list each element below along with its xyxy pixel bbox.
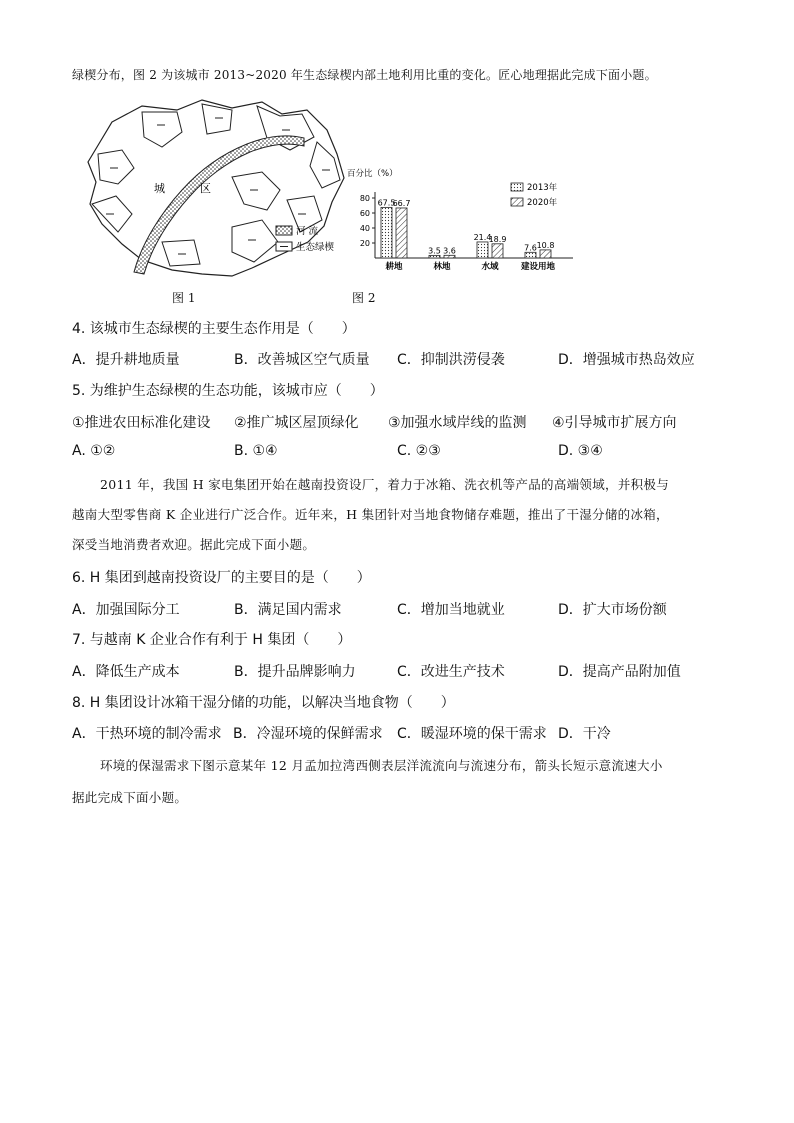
tail-line-2: 据此完成下面小题。 <box>72 790 188 805</box>
passage-line-1: 2011 年，我国 H 家电集团开始在越南投资设厂，着力于冰箱、洗衣机等产品的高端领域，并积极与 <box>100 477 670 492</box>
category-label: 林地 <box>433 262 451 272</box>
data-label: 7.6 <box>524 243 537 253</box>
passage-line-2: 越南大型零售商 K 企业进行广泛合作。近年来，H 集团针对当地食物储存难题，推出了干湿分储的冰箱， <box>72 507 669 522</box>
city-map-figure <box>82 92 352 282</box>
question-7-option-d[interactable]: D．提高产品附加值 <box>558 664 681 680</box>
data-label: 66.7 <box>392 198 411 208</box>
question-8-option-a[interactable]: A．干热环境的制冷需求 <box>72 726 222 742</box>
data-label: 3.6 <box>443 246 456 256</box>
category-label: 水域 <box>481 262 499 272</box>
question-7-option-b[interactable]: B．提升品牌影响力 <box>234 664 356 680</box>
question-5-option-a[interactable]: A. ①② <box>72 443 116 459</box>
question-8-option-c[interactable]: C．暖湿环境的保干需求 <box>397 726 547 742</box>
bar <box>477 242 488 258</box>
y-tick-label: 60 <box>359 209 370 218</box>
legend-river-label: 河 流 <box>296 226 319 237</box>
bar <box>381 207 392 258</box>
question-5-stem: 5. 为维护生态绿楔的生态功能，该城市应（ ） <box>72 383 384 399</box>
question-7-stem: 7. 与越南 K 企业合作有利于 H 集团（ ） <box>72 632 352 648</box>
y-tick-label: 80 <box>359 194 370 203</box>
question-4-option-b[interactable]: B．改善城区空气质量 <box>234 352 370 368</box>
bar <box>429 255 440 258</box>
data-label: 67.5 <box>377 198 396 208</box>
passage-line-3: 深受当地消费者欢迎。据此完成下面小题。 <box>72 537 316 552</box>
legend-label: 2020年 <box>527 198 558 208</box>
bar <box>525 252 536 258</box>
question-5-statement-1: ①推进农田标准化建设 <box>72 415 211 431</box>
question-6-option-d[interactable]: D．扩大市场份额 <box>558 602 667 618</box>
question-5-option-b[interactable]: B. ①④ <box>234 443 278 459</box>
bar <box>492 244 503 258</box>
land-use-bar-chart <box>345 162 580 280</box>
question-5-option-d[interactable]: D. ③④ <box>558 443 603 459</box>
question-6-option-a[interactable]: A．加强国际分工 <box>72 602 180 618</box>
question-6-stem: 6. H 集团到越南投资设厂的主要目的是（ ） <box>72 570 371 586</box>
question-4-option-d[interactable]: D．增强城市热岛效应 <box>558 352 695 368</box>
legend-wedge-label: 生态绿楔 <box>296 242 335 253</box>
question-5-statement-3: ③加强水域岸线的监测 <box>388 415 527 431</box>
chart-ylabel: 百分比（%） <box>347 169 398 179</box>
question-7-option-a[interactable]: A．降低生产成本 <box>72 664 180 680</box>
question-5-option-c[interactable]: C. ②③ <box>397 443 441 459</box>
question-6-option-b[interactable]: B．满足国内需求 <box>234 602 342 618</box>
question-8-option-b[interactable]: B．冷湿环境的保鲜需求 <box>233 726 383 742</box>
question-4-option-c[interactable]: C．抑制洪涝侵袭 <box>397 352 505 368</box>
question-5-statement-2: ②推广城区屋顶绿化 <box>234 415 359 431</box>
category-label: 耕地 <box>385 262 403 272</box>
legend-label: 2013年 <box>527 183 558 193</box>
question-6-option-c[interactable]: C．增加当地就业 <box>397 602 505 618</box>
question-8-stem: 8. H 集团设计冰箱干湿分储的功能，以解决当地食物（ ） <box>72 695 455 711</box>
bar <box>540 250 551 258</box>
map-label-city: 城 <box>154 182 165 195</box>
legend-swatch <box>511 183 523 191</box>
question-4-stem: 4. 该城市生态绿楔的主要生态作用是（ ） <box>72 321 356 337</box>
data-label: 3.5 <box>428 246 441 256</box>
tail-line-1: 环境的保湿需求下图示意某年 12 月孟加拉湾西侧表层洋流流向与流速分布，箭头长短示意流速大小 <box>100 758 663 773</box>
legend-river-swatch <box>276 226 292 235</box>
category-label: 建设用地 <box>520 262 556 272</box>
data-label: 10.8 <box>536 240 555 250</box>
bar <box>444 255 455 258</box>
map-label-district: 区 <box>200 182 211 195</box>
question-7-option-c[interactable]: C．改进生产技术 <box>397 664 505 680</box>
legend-swatch <box>511 198 523 206</box>
bar <box>396 208 407 258</box>
data-label: 18.9 <box>488 234 507 244</box>
question-5-statement-4: ④引导城市扩展方向 <box>552 415 677 431</box>
data-label: 21.4 <box>473 232 492 242</box>
question-8-option-d[interactable]: D．干冷 <box>558 726 611 742</box>
intro-text: 绿楔分布，图 2 为该城市 2013~2020 年生态绿楔内部土地利用比重的变化。匠心地理据此完成下面小题。 <box>72 68 657 82</box>
y-tick-label: 20 <box>359 239 370 248</box>
figure2-caption: 图 2 <box>352 291 376 305</box>
figure1-caption: 图 1 <box>172 291 196 305</box>
y-tick-label: 40 <box>359 224 370 233</box>
question-4-option-a[interactable]: A．提升耕地质量 <box>72 352 180 368</box>
